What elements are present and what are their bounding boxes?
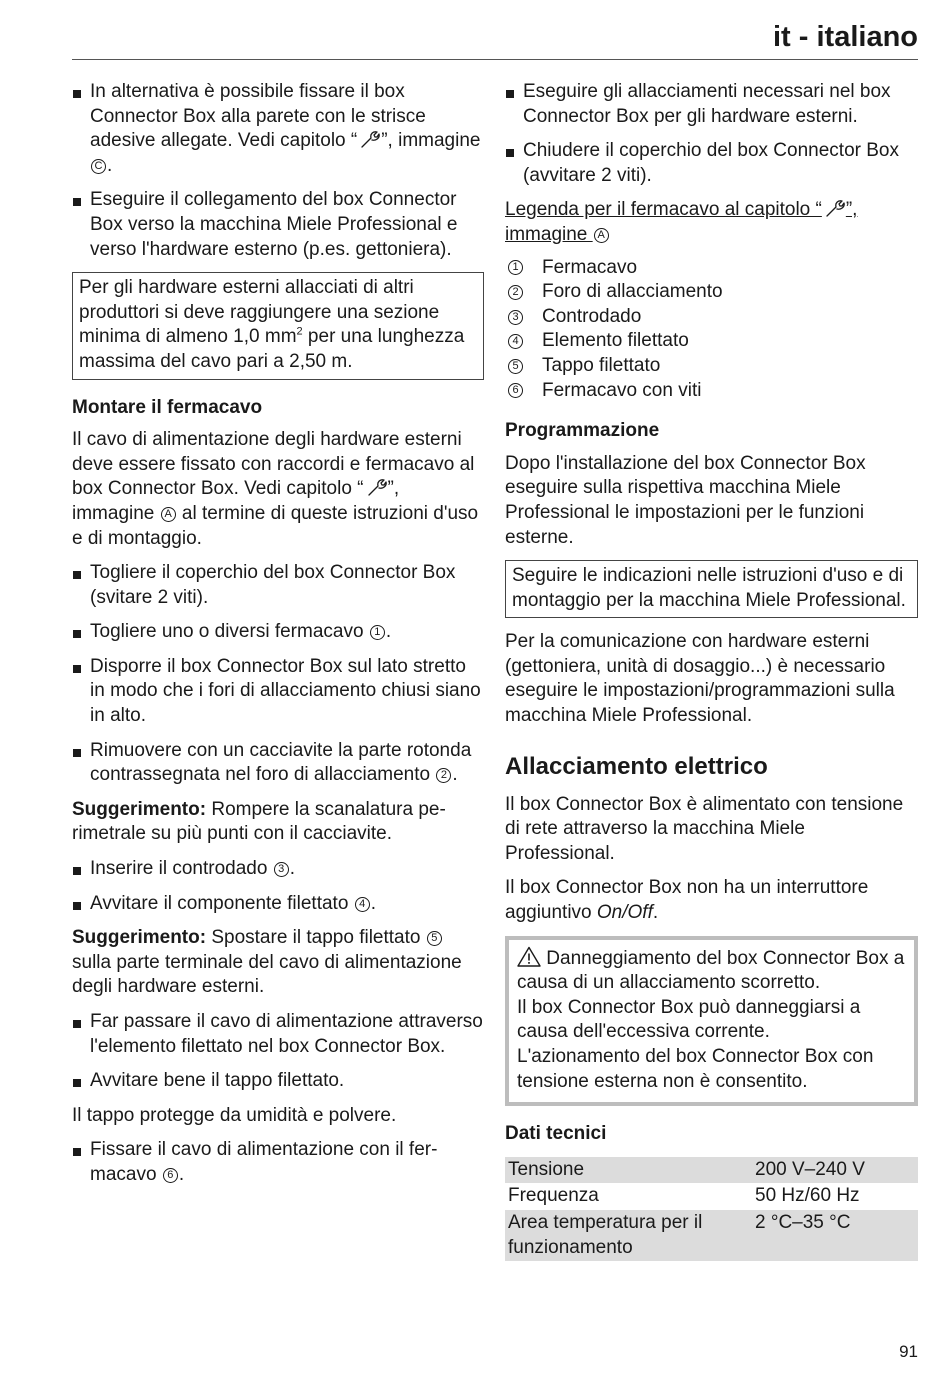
- callout-marker: 5: [508, 359, 523, 374]
- wrench-icon: [365, 477, 387, 497]
- callout-marker: 1: [370, 625, 385, 640]
- page-number: 91: [899, 1342, 918, 1362]
- programming-paragraph: Dopo l'installazione del box Connector Box eseguire sulla rispettiva macchina Miele Professional le impostazioni per le funzioni esterne.: [505, 452, 866, 548]
- callout-marker: 4: [508, 334, 523, 349]
- table-row: [505, 1183, 918, 1210]
- callout-marker: 4: [355, 897, 370, 912]
- legend-item: 6 Fermacavo con viti: [505, 379, 918, 404]
- list-item: Togliere il coperchio del box Connector Box (svitare 2 viti).: [72, 561, 484, 610]
- legend-item: 5 Tappo filettato: [505, 354, 918, 379]
- list-item: Avvitare il componente filettato 4 .: [72, 892, 484, 917]
- wrench-icon: [358, 129, 380, 149]
- legend-item: 4 Elemento filettato: [505, 329, 918, 354]
- tip-paragraph: Suggerimento: Rompere la scanalatura perimetrale su più punti con il cacciavite.: [72, 798, 446, 845]
- callout-marker: 2: [508, 285, 523, 300]
- list-item: Fissare il cavo di alimentazione con il fermacavo 6 .: [72, 1138, 484, 1187]
- warning-text: Il box Connector Box può danneggiarsi a causa dell'eccessiva corrente.: [517, 996, 861, 1043]
- tip-paragraph: Suggerimento: Spostare il tappo filettato 5 sulla parte terminale del cavo di alimentazione degli hardware esterni.: [72, 927, 462, 998]
- legend-item: 1 Fermacavo: [505, 256, 918, 281]
- electrical-paragraph: Il box Connector Box è alimentato con tensione di rete attraverso la macchina Miele Professional.: [505, 793, 904, 864]
- section-title: Programmazione: [505, 420, 660, 442]
- section-title: Montare il fermacavo: [72, 396, 263, 418]
- figure-a-marker: A: [161, 507, 176, 522]
- list-item: In alternativa è possibile fissare il box Connector Box alla parete con le strisce adesive allegate. Vedi capitolo “ ”, immagine C .: [72, 80, 484, 178]
- warning-title: Danneggiamento del box Connector Box a causa di un allacciamento scorretto.: [517, 947, 905, 994]
- intro-paragraph: Il cavo di alimentazione degli hardware esterni deve essere fissato con raccordi e fermacavo al box Connector Box. Vedi capitolo “ ”, immagine A al termine di queste istruzioni d'uso e di montaggio.: [72, 429, 479, 549]
- figure-c-marker: C: [91, 159, 106, 174]
- table-cell-value: 2 °C–35 °C: [752, 1210, 918, 1261]
- list-item: Inserire il controdado 3 .: [72, 857, 484, 882]
- warning-box: [505, 936, 918, 1107]
- legend-item: 3 Controdado: [505, 305, 918, 330]
- list-item: Eseguire gli allacciamenti necessari nel box Connector Box per gli hardware esterni.: [505, 80, 918, 129]
- table-cell-label: Tensione: [505, 1157, 752, 1184]
- section-title: Dati tecnici: [505, 1123, 607, 1145]
- list-item: Rimuovere con un cacciavite la parte rotonda contrassegnata nel foro di allacciamento 2 .: [72, 739, 484, 788]
- table-row: [505, 1157, 918, 1184]
- callout-marker: 6: [163, 1168, 178, 1183]
- legend-title: Legenda per il fermacavo al capitolo “ ”, immagine A: [505, 199, 858, 245]
- table-cell-value: 200 V–240 V: [752, 1157, 918, 1184]
- callout-marker: 3: [274, 862, 289, 877]
- table-cell-label: Frequenza: [508, 1185, 599, 1207]
- header-divider: [72, 59, 918, 60]
- list-item: Chiudere il coperchio del box Connector Box (avvitare 2 viti).: [505, 139, 918, 188]
- callout-marker: 6: [508, 383, 523, 398]
- warning-triangle-icon: [517, 946, 541, 967]
- wrench-icon: [823, 198, 845, 218]
- language-header: it - italiano: [773, 21, 918, 53]
- warning-text: L'azionamento del box Connector Box con tensione esterna non è consentito.: [517, 1046, 874, 1092]
- table-row: [505, 1210, 918, 1261]
- section-heading: Allacciamento elettrico: [505, 752, 768, 780]
- right-column: [505, 80, 918, 1261]
- table-cell-label: Area temperatura per il funzionamento: [505, 1210, 752, 1261]
- legend-item: 2 Foro di allacciamento: [505, 280, 918, 305]
- communication-paragraph: Per la comunicazione con hardware esterni (gettoniera, unità di dosaggio...) è necessario eseguire le impostazioni/programmazioni sulla macchina Miele Professional.: [505, 631, 895, 727]
- list-item: Eseguire il collegamento del box Connector Box verso la macchina Miele Professional e verso l'hardware esterno (p.es. gettoniera).: [72, 188, 484, 262]
- table-cell-value: 50 Hz/60 Hz: [755, 1185, 860, 1207]
- electrical-paragraph: Il box Connector Box non ha un interruttore aggiuntivo On/Off.: [505, 877, 869, 924]
- list-item: Far passare il cavo di alimentazione attraverso l'elemento filettato nel box Connector Box.: [72, 1010, 484, 1059]
- legend-list: [505, 256, 918, 404]
- programming-note-box: Seguire le indicazioni nelle istruzioni d'uso e di montaggio per la macchina Miele Professional.: [505, 560, 918, 618]
- tech-data-table: [505, 1157, 918, 1261]
- callout-marker: 2: [436, 768, 451, 783]
- callout-marker: 3: [508, 310, 523, 325]
- figure-a-marker: A: [594, 228, 609, 243]
- left-column: [72, 80, 484, 1198]
- callout-marker: 5: [427, 931, 442, 946]
- callout-marker: 1: [508, 260, 523, 275]
- list-item: Togliere uno o diversi fermacavo 1 .: [72, 620, 484, 645]
- protect-paragraph: Il tappo protegge da umidità e polvere.: [72, 1104, 397, 1126]
- cable-note-box: Per gli hardware esterni allacciati di altri produttori si deve raggiungere una sezione minima di almeno 1,0 $mm^2$ per una lunghezza massima del cavo pari a 2,50 m.: [72, 272, 484, 379]
- list-item: Disporre il box Connector Box sul lato stretto in modo che i fori di allacciamento chiusi siano in alto.: [72, 655, 484, 729]
- list-item: Avvitare bene il tappo filettato.: [72, 1069, 484, 1094]
